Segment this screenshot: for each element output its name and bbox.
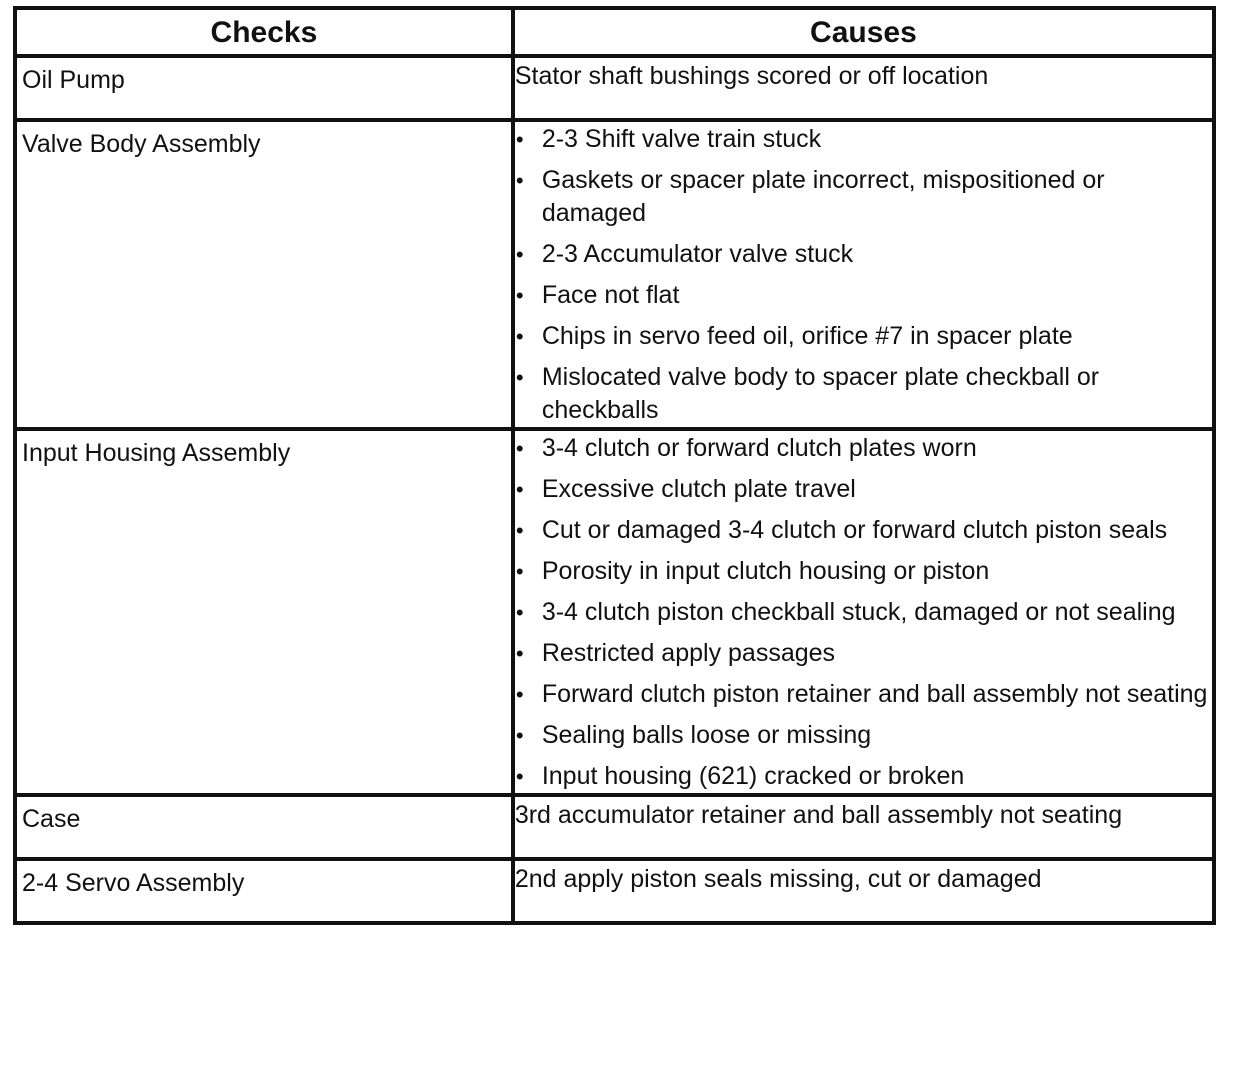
bullet-icon: • — [515, 168, 524, 193]
bullet-icon: • — [515, 127, 524, 152]
bullet-icon: • — [515, 641, 524, 666]
causes-cell — [513, 429, 1214, 795]
cause-text: Stator shaft bushings scored or off location — [514, 62, 989, 90]
bullet-icon: • — [515, 242, 524, 267]
list-item — [515, 123, 1212, 156]
bullet-icon: • — [515, 324, 524, 349]
cause-text: Sealing balls loose or missing — [541, 721, 872, 749]
bullet-icon: • — [515, 682, 524, 707]
list-item — [515, 279, 1212, 312]
list-item — [515, 361, 1212, 427]
list-item — [515, 320, 1212, 353]
cause-text: 2-3 Shift valve train stuck — [541, 125, 822, 153]
causes-cell — [513, 859, 1214, 923]
causes-cell — [513, 120, 1214, 429]
list-item — [515, 719, 1212, 752]
check-label: 2-4 Servo Assembly — [22, 869, 245, 897]
list-item — [515, 164, 1212, 230]
list-item — [515, 760, 1212, 793]
cause-text: 2nd apply piston seals missing, cut or damaged — [514, 865, 1042, 893]
table-row — [15, 56, 1214, 120]
check-cell — [15, 859, 513, 923]
check-cell — [15, 429, 513, 795]
cause-text: Mislocated valve body to spacer plate checkball or checkballs — [541, 363, 1100, 424]
list-item — [515, 678, 1212, 711]
table-row — [15, 859, 1214, 923]
header-row — [15, 8, 1214, 56]
cause-text: Excessive clutch plate travel — [541, 475, 856, 503]
bullet-icon: • — [515, 365, 524, 390]
check-label: Valve Body Assembly — [22, 130, 261, 158]
check-cell — [15, 56, 513, 120]
cause-text: Gaskets or spacer plate incorrect, mispositioned or damaged — [541, 166, 1105, 227]
causes-header: Causes — [513, 8, 1214, 56]
cause-text: 3-4 clutch or forward clutch plates worn — [541, 434, 977, 462]
table-row — [15, 429, 1214, 795]
bullet-icon: • — [515, 559, 524, 584]
cause-text: Cut or damaged 3-4 clutch or forward clutch piston seals — [541, 516, 1168, 544]
bullet-icon: • — [515, 600, 524, 625]
cause-text: Porosity in input clutch housing or piston — [541, 557, 990, 585]
check-cell — [15, 795, 513, 859]
cause-text: Face not flat — [541, 281, 680, 309]
check-label: Case — [22, 805, 81, 833]
bullet-icon: • — [515, 283, 524, 308]
bullet-icon: • — [515, 436, 524, 461]
cause-text: Input housing (621) cracked or broken — [541, 762, 965, 790]
causes-cell — [513, 795, 1214, 859]
list-item — [515, 238, 1212, 271]
bullet-icon: • — [515, 518, 524, 543]
bullet-icon: • — [515, 764, 524, 789]
list-item — [515, 637, 1212, 670]
bullet-icon: • — [515, 723, 524, 748]
checks-header: Checks — [15, 8, 513, 56]
table-row — [15, 120, 1214, 429]
list-item — [515, 555, 1212, 588]
check-label: Input Housing Assembly — [22, 439, 291, 467]
cause-text: 2-3 Accumulator valve stuck — [541, 240, 854, 268]
cause-list — [515, 432, 1212, 793]
cause-text: Restricted apply passages — [541, 639, 836, 667]
cause-text: 3rd accumulator retainer and ball assembly not seating — [514, 801, 1123, 829]
list-item — [515, 596, 1212, 629]
diagnosis-table — [13, 6, 1216, 925]
causes-cell — [513, 56, 1214, 120]
cause-text: Chips in servo feed oil, orifice #7 in spacer plate — [541, 322, 1073, 350]
list-item — [515, 432, 1212, 465]
check-cell — [15, 120, 513, 429]
cause-text: Forward clutch piston retainer and ball assembly not seating — [541, 680, 1208, 708]
list-item — [515, 514, 1212, 547]
cause-text: 3-4 clutch piston checkball stuck, damaged or not sealing — [541, 598, 1176, 626]
check-label: Oil Pump — [22, 66, 125, 94]
table-row — [15, 795, 1214, 859]
list-item — [515, 473, 1212, 506]
cause-list — [515, 123, 1212, 427]
bullet-icon: • — [515, 477, 524, 502]
